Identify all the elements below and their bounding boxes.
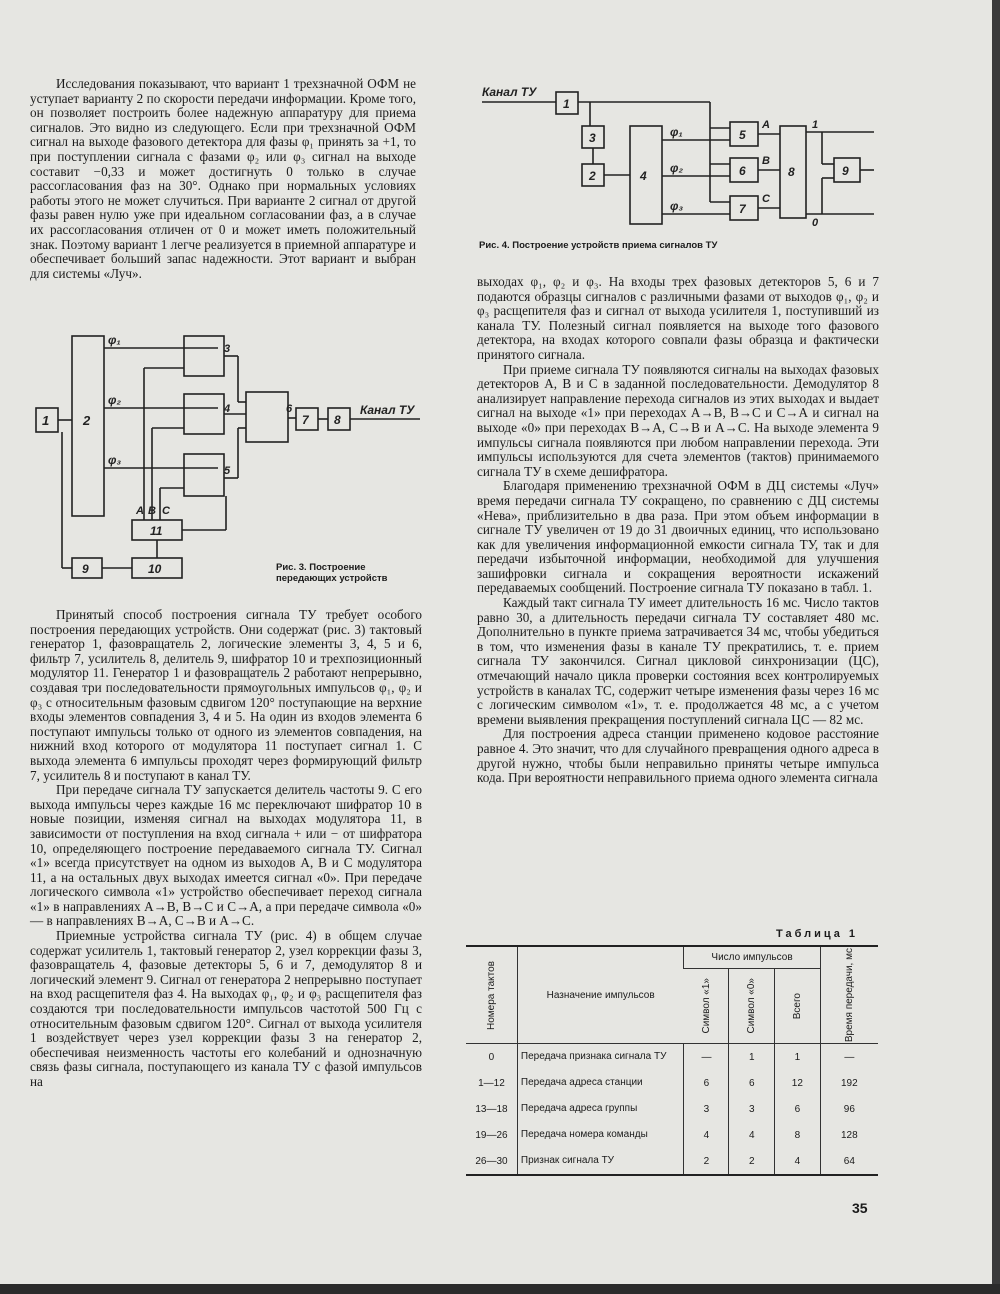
fig3-block-5 [184, 454, 224, 496]
table-cell-purpose: Передача признака сигнала ТУ [517, 1044, 683, 1071]
paragraph: Для построения адреса станции применено кодовое расстояние равное 4. Это значит, что для случайного превращения одного адреса в другой нужно, чтобы были неправильно приняты четыре импульса кода. При вероятности неправильного приема одного элемента сигнала [477, 726, 879, 786]
table-row [466, 1044, 878, 1071]
fig4-label-3: 3 [589, 131, 596, 145]
left-column-top-text [30, 77, 416, 281]
table-cell-time: 192 [820, 1070, 878, 1096]
fig3-label-3: 3 [224, 343, 231, 355]
page-bottom-shadow [0, 1284, 1000, 1294]
fig3-label-7: 7 [302, 413, 309, 427]
fig3-label-1: 1 [42, 413, 50, 428]
table-row [466, 1122, 878, 1148]
fig3-channel: Канал ТУ [360, 403, 415, 417]
fig4-label-9: 9 [842, 164, 849, 178]
table-cell-num: 1—12 [478, 1077, 505, 1089]
table-cell-s0: 6 [729, 1070, 775, 1096]
table-row [466, 1096, 878, 1122]
fig3-block-3 [184, 336, 224, 376]
header-sym0: Символ «0» [729, 968, 775, 1044]
fig4-label-6: 6 [739, 164, 746, 178]
fig4-channel: Канал ТУ [482, 85, 537, 99]
table-cell-num: 19—26 [475, 1129, 508, 1141]
paragraph: Благодаря применению трехзначной ОФМ в ДЦ системы «Луч» время передачи сигнала ТУ сокращено, по сравнению с ДЦ системы «Нева», приблизительно в два раза. При этом объем информации в сигнале ТУ увеличен от 19 до 31 двоичных единиц, что использовано как для увеличения информационной емкости сигнала ТУ, так и для передачи избыточной информации, необходимой для улучшения зашифровки сигнала и сокращения вероятности искажений передаваемых сообщений. Построение сигнала ТУ показано в табл. 1. [477, 478, 879, 596]
fig3-a: А [136, 505, 144, 517]
fig4-label-2: 2 [589, 169, 596, 183]
table-row [466, 1070, 878, 1096]
header-num: Номера тактов [466, 946, 517, 1044]
table-cell-s0: 2 [729, 1148, 775, 1175]
table-cell-s1: 6 [684, 1070, 729, 1096]
fig3-label-11: 11 [150, 524, 163, 538]
table-cell-time: 128 [820, 1122, 878, 1148]
fig3-label-8: 8 [334, 413, 341, 427]
figure-4-diagram [478, 80, 878, 235]
table-cell-total: 6 [775, 1096, 821, 1122]
fig3-phi3: φ₃ [108, 453, 122, 467]
table-cell-num: 26—30 [475, 1155, 508, 1167]
fig4-phi3: φ₃ [670, 199, 684, 213]
table-cell-s0: 3 [729, 1096, 775, 1122]
paragraph: Принятый способ построения сигнала ТУ требует особого построения передающих устройств. Они содержат (рис. 3) тактовый генератор 1, фазовращатель 2, логические элементы 3, 4, 5 и 6, фильтр 7, усилитель 8, делитель 9, шифратор 10 и трехпозиционный модулятор 11. Генератор 1 и фазовращатель 2 работают непрерывно, создавая три последовательности прямоугольных импульсов φ₁, φ₂ и φ₃ с относительным фазовым сдвигом 120° поступающие на верхние входы элементов совпадения 3, 4 и 5. На один из входов элемента 6 поступают импульсы только от одного из элементов совпадения, на нижний вход которого от модулятора 11 поступает сигнал 1. С выхода элемента 6 импульсы проходят через формирующий фильтр 7, усилитель 8 и поступают в канал ТУ. [30, 607, 422, 783]
table-cell-purpose: Передача номера команды [517, 1122, 683, 1148]
table-title: Таблица 1 [776, 928, 859, 940]
fig3-phi2: φ₂ [108, 393, 122, 407]
header-total: Всего [775, 968, 821, 1044]
fig4-label-4: 4 [640, 169, 647, 183]
table-cell-purpose: Передача адреса станции [517, 1070, 683, 1096]
table-cell-num: 13—18 [475, 1103, 508, 1115]
fig4-label-1: 1 [563, 97, 570, 111]
table-1 [466, 945, 878, 1176]
header-purpose: Назначение импульсов [517, 946, 683, 1044]
fig3-block-6 [246, 392, 288, 442]
paragraph: Каждый такт сигнала ТУ имеет длительность 16 мс. Число тактов равно 30, а длительность передачи сигнала ТУ составляет 480 мс. Дополнительно в пункте приема затрачивается 34 мс, чтобы убедиться в том, что изменения фазы в канале ТУ прекратились, т. е. прием сигнала ТУ закончился. Сигнал цикловой синхронизации (ЦС), отмечающий начало цикла проверки состояния всех контролируемых устройств в каналах ТС, содержит четыре изменения фазы через 16 мс с логическим символом «1», т. е. продолжается 48 мс, а с учетом времени выявления прекращения поступлений сигнала ЦС — 82 мс. [477, 595, 879, 727]
figure-3-caption: Рис. 3. Построение передающих устройств [276, 562, 388, 584]
page-edge-shadow [992, 0, 1000, 1294]
fig3-label-4: 4 [224, 403, 231, 415]
fig3-label-9: 9 [82, 562, 89, 576]
fig3-phi1: φ₁ [108, 333, 121, 347]
fig3-c: С [162, 505, 170, 517]
header-time: Время передачи, мс [820, 946, 878, 1044]
table-cell-s1: 2 [684, 1148, 729, 1175]
table-cell-total: 8 [775, 1122, 821, 1148]
table-cell-time: 64 [820, 1148, 878, 1175]
right-column-text [477, 275, 879, 786]
fig4-label-5: 5 [739, 128, 746, 142]
fig3-label-2: 2 [83, 413, 91, 428]
fig4-phi1: φ₁ [670, 125, 683, 139]
table-cell-s1: — [684, 1044, 729, 1071]
paragraph: выходах φ₁, φ₂ и φ₃. На входы трех фазовых детекторов 5, 6 и 7 подаются образцы сигналов с различными фазами от выходов φ₁, φ₂ и φ₃ расщепителя фаз и сигнал от выхода усилителя 1, поступивший из канала ТУ. Полезный сигнал появляется на выходе того фазового детектора, на входах которого совпали фазы образца и фактически принятого сигнала. [477, 274, 879, 362]
paragraph: Приемные устройства сигнала ТУ (рис. 4) в общем случае содержат усилитель 1, тактовый генератор 2, узел коррекции фазы 3, фазовращатель 4, фазовые детекторы 5, 6 и 7, демодулятор 8 и логический элемент 9. Сигнал от генератора 2 непрерывно поступает на вход расщепителя фаз 4. На выходах φ₁, φ₂ и φ₃ расщепителя фаз создаются три последовательности импульсов частотой 500 Гц с относительным фазовым сдвигом 120°. Сигнал от выхода усилителя 1 воздействует через узел коррекции фазы 3 на генератор 2, обеспечивая неизменность частоты его колебаний и однозначную связь фазы сигнала, поступающего из канала ТУ с фазой импульсов на [30, 928, 422, 1089]
table-cell-s0: 1 [729, 1044, 775, 1071]
page-number: 35 [852, 1200, 868, 1216]
fig4-phi2: φ₂ [670, 161, 684, 175]
fig4-label-7: 7 [739, 202, 746, 216]
table-row [466, 1148, 878, 1175]
table-cell-s1: 3 [684, 1096, 729, 1122]
table-cell-time: — [820, 1044, 878, 1071]
table-body [466, 1044, 878, 1176]
paragraph: При передаче сигнала ТУ запускается делитель частоты 9. С его выхода импульсы через каждые 16 мс переключают шифратор 10 в новые позиции, изменяя сигнал на выходах модулятора 11, в зависимости от поступления на вход сигнала + или − от шифратора 10, определяющего построение передаваемого сигнала ТУ. Сигнал «1» всегда присутствует на одном из выходов А, В и С модулятора 11, а на остальных двух выходах имеется сигнал «0». При передаче логического символа «1» устройство обеспечивает переход сигнала «1» в направлениях А→В, В→С и С→А, а при передаче символа «0» — в направлениях В→А, С→В и А→С. [30, 782, 422, 929]
fig4-zero: 0 [812, 217, 819, 229]
fig3-label-6: 6 [286, 403, 293, 415]
fig3-label-10: 10 [148, 562, 162, 576]
header-sym1: Символ «1» [684, 968, 729, 1044]
table-cell-purpose: Передача адреса группы [517, 1096, 683, 1122]
table-cell-purpose: Признак сигнала ТУ [517, 1148, 683, 1175]
paragraph: При приеме сигнала ТУ появляются сигналы на выходах фазовых детекторов А, В и С в заданной последовательности. Демодулятор 8 анализирует направление перехода сигналов из этих выходах и выдает сигнал на выходе «1» при переходах А→В, В→С и С→А и сигнал на выходе «0» при переходах В→А, С→В и А→С. На выходе элемента 9 импульсы сигнала появляются при любом направлении перехода. Эти импульсы используются для счета элементов (тактов) принимаемого сигнала ТУ в схеме дешифратора. [477, 361, 879, 479]
table-cell-num: 0 [488, 1051, 495, 1063]
fig4-b: В [762, 155, 770, 167]
table-cell-total: 4 [775, 1148, 821, 1175]
fig4-c: С [762, 193, 770, 205]
paragraph: Исследования показывают, что вариант 1 трехзначной ОФМ не уступает варианту 2 по скорости передачи информации. Кроме того, он позволяет построить более надежную аппаратуру для приема сигналов. Это видно из следующего. Если при трехзначной ОФМ сигнал на выходе фазового детектора для фазы φ₁ принять за +1, то при поступлении сигнала с фазами φ₂ или φ₃ сигнал на выходе составит −0,33 и может достигнуть 0 только в случае рассогласования фаз на 30°. Однако при нормальных условиях работы этого не может случиться. При варианте 2 сигнал от другой фазы равен нулю уже при идеальном согласовании фаз, а в случае их рассогласования отличен от 0 и может иметь положительный знак. Поэтому вариант 1 легче реализуется в приемной аппаратуре и обеспечивает больший запас надежности. Этот вариант и выбран для системы «Луч». [30, 76, 417, 281]
figure-3-diagram [28, 328, 428, 588]
left-column-bottom-text [30, 608, 422, 1090]
table-cell-total: 12 [775, 1070, 821, 1096]
table-cell-s0: 4 [729, 1122, 775, 1148]
table-cell-total: 1 [775, 1044, 821, 1071]
fig4-a: А [762, 119, 770, 131]
header-count-group: Число импульсов [684, 946, 820, 968]
fig3-block-4 [184, 394, 224, 434]
figure-4-caption: Рис. 4. Построение устройств приема сигналов ТУ [479, 240, 718, 251]
fig4-label-8: 8 [788, 165, 795, 179]
table-cell-time: 96 [820, 1096, 878, 1122]
fig3-b: В [148, 505, 156, 517]
fig3-label-5: 5 [224, 465, 231, 477]
table-cell-s1: 4 [684, 1122, 729, 1148]
fig4-one: 1 [812, 119, 819, 131]
